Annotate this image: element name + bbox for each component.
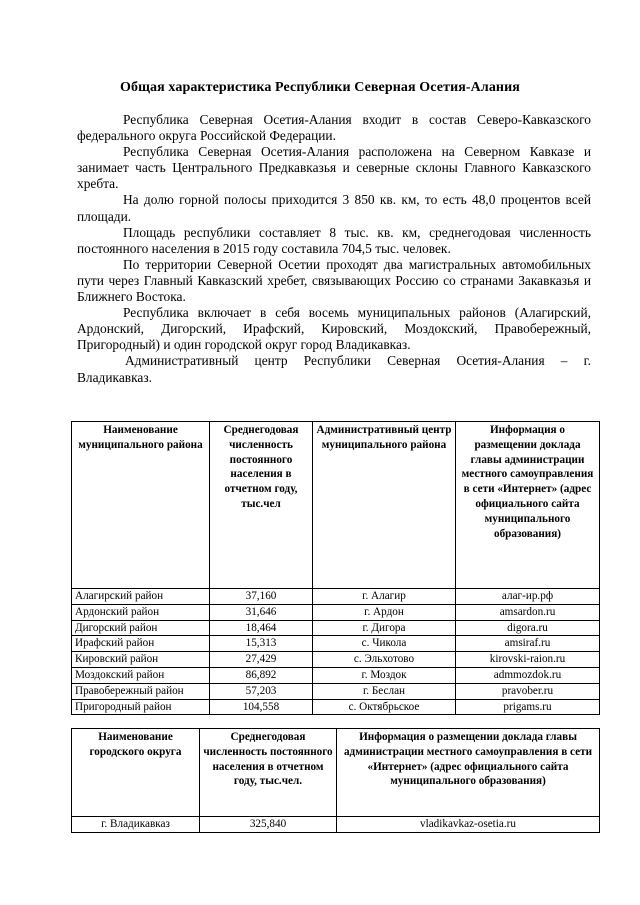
- paragraph: На долю горной полосы приходится 3 850 кв. км, то есть 48,0 процентов всей площади.: [77, 192, 591, 224]
- column-header-admin-center: Административный центр муниципального района: [313, 422, 456, 589]
- page-title: Общая характеристика Республики Северная Осетия-Алания: [120, 80, 520, 95]
- column-header-population: Среднегодовая численность постоянного населения в отчетном году, тыс.чел: [210, 422, 313, 589]
- table-row: [72, 620, 600, 636]
- table-header-row: [72, 422, 600, 589]
- table-header-row: [72, 729, 600, 817]
- district-website: admmozdok.ru: [456, 667, 600, 683]
- paragraph: Республика Северная Осетия-Алания входит в состав Северо-Кавказского федерального округа Российской Федерации.: [77, 112, 591, 144]
- paragraph: Площадь республики составляет 8 тыс. кв. км, среднегодовая численность постоянного населения в 2015 году составила 704,5 тыс. человек.: [77, 224, 591, 256]
- district-center: с. Эльхотово: [313, 652, 456, 668]
- table-row: [72, 652, 600, 668]
- district-population: 86,892: [210, 667, 313, 683]
- district-population: 31,646: [210, 604, 313, 620]
- table-row: [72, 667, 600, 683]
- column-header-website: Информация о размещении доклада главы администрации местного самоуправления в сети «Интернет» (адрес официального сайта муниципального образования): [456, 422, 600, 589]
- district-website: digora.ru: [456, 620, 600, 636]
- paragraph: Республика включает в себя восемь муниципальных районов (Алагирский, Ардонский, Дигорский, Ирафский, Кировский, Моздокский, Правобережный, Пригородный) и один городской округ город Владикавказ.: [77, 305, 591, 353]
- district-center: с. Чикола: [313, 636, 456, 652]
- district-website: алаг-ир.рф: [456, 589, 600, 605]
- table-row: [72, 683, 600, 699]
- district-name: Кировский район: [72, 652, 210, 668]
- city-website: vladikavkaz-osetia.ru: [337, 817, 600, 833]
- districts-table: [71, 421, 600, 715]
- table-row: [72, 589, 600, 605]
- district-population: 18,464: [210, 620, 313, 636]
- district-population: 37,160: [210, 589, 313, 605]
- intro-text: [77, 112, 591, 386]
- district-name: Пригородный район: [72, 699, 210, 715]
- table-row: [72, 817, 600, 833]
- district-population: 15,313: [210, 636, 313, 652]
- district-center: г. Ардон: [313, 604, 456, 620]
- district-center: г. Моздок: [313, 667, 456, 683]
- table-row: [72, 604, 600, 620]
- district-name: Правобережный район: [72, 683, 210, 699]
- table-row: [72, 636, 600, 652]
- column-header-website: Информация о размещении доклада главы администрации местного самоуправления в сети «Интернет» (адрес официального сайта муниципального образования): [337, 729, 600, 817]
- district-center: г. Алагир: [313, 589, 456, 605]
- district-name: Ирафский район: [72, 636, 210, 652]
- district-website: amsardon.ru: [456, 604, 600, 620]
- district-population: 57,203: [210, 683, 313, 699]
- city-name: г. Владикавказ: [72, 817, 200, 833]
- city-population: 325,840: [200, 817, 337, 833]
- district-center: с. Октябрьское: [313, 699, 456, 715]
- district-population: 27,429: [210, 652, 313, 668]
- district-name: Моздокский район: [72, 667, 210, 683]
- district-name: Алагирский район: [72, 589, 210, 605]
- column-header-district: Наименование муниципального района: [72, 422, 210, 589]
- paragraph: По территории Северной Осетии проходят два магистральных автомобильных пути через Главный Кавказский хребет, связывающих Россию со странами Закавказья и Ближнего Востока.: [77, 256, 591, 305]
- paragraph: Административный центр Республики Северная Осетия-Алания – г. Владикавказ.: [77, 353, 591, 385]
- district-website: pravober.ru: [456, 683, 600, 699]
- district-name: Ардонский район: [72, 604, 210, 620]
- paragraph: Республика Северная Осетия-Алания расположена на Северном Кавказе и занимает часть Центрального Предкавказья и северные склоны Главного Кавказского хребта.: [77, 144, 591, 192]
- district-population: 104,558: [210, 699, 313, 715]
- district-center: г. Дигора: [313, 620, 456, 636]
- district-website: amsiraf.ru: [456, 636, 600, 652]
- table-row: [72, 699, 600, 715]
- city-district-table: [71, 728, 600, 833]
- district-name: Дигорский район: [72, 620, 210, 636]
- district-website: prigams.ru: [456, 699, 600, 715]
- district-website: kirovski-raion.ru: [456, 652, 600, 668]
- column-header-city-district: Наименование городского округа: [72, 729, 200, 817]
- column-header-population: Среднегодовая численность постоянного населения в отчетном году, тыс.чел.: [200, 729, 337, 817]
- district-center: г. Беслан: [313, 683, 456, 699]
